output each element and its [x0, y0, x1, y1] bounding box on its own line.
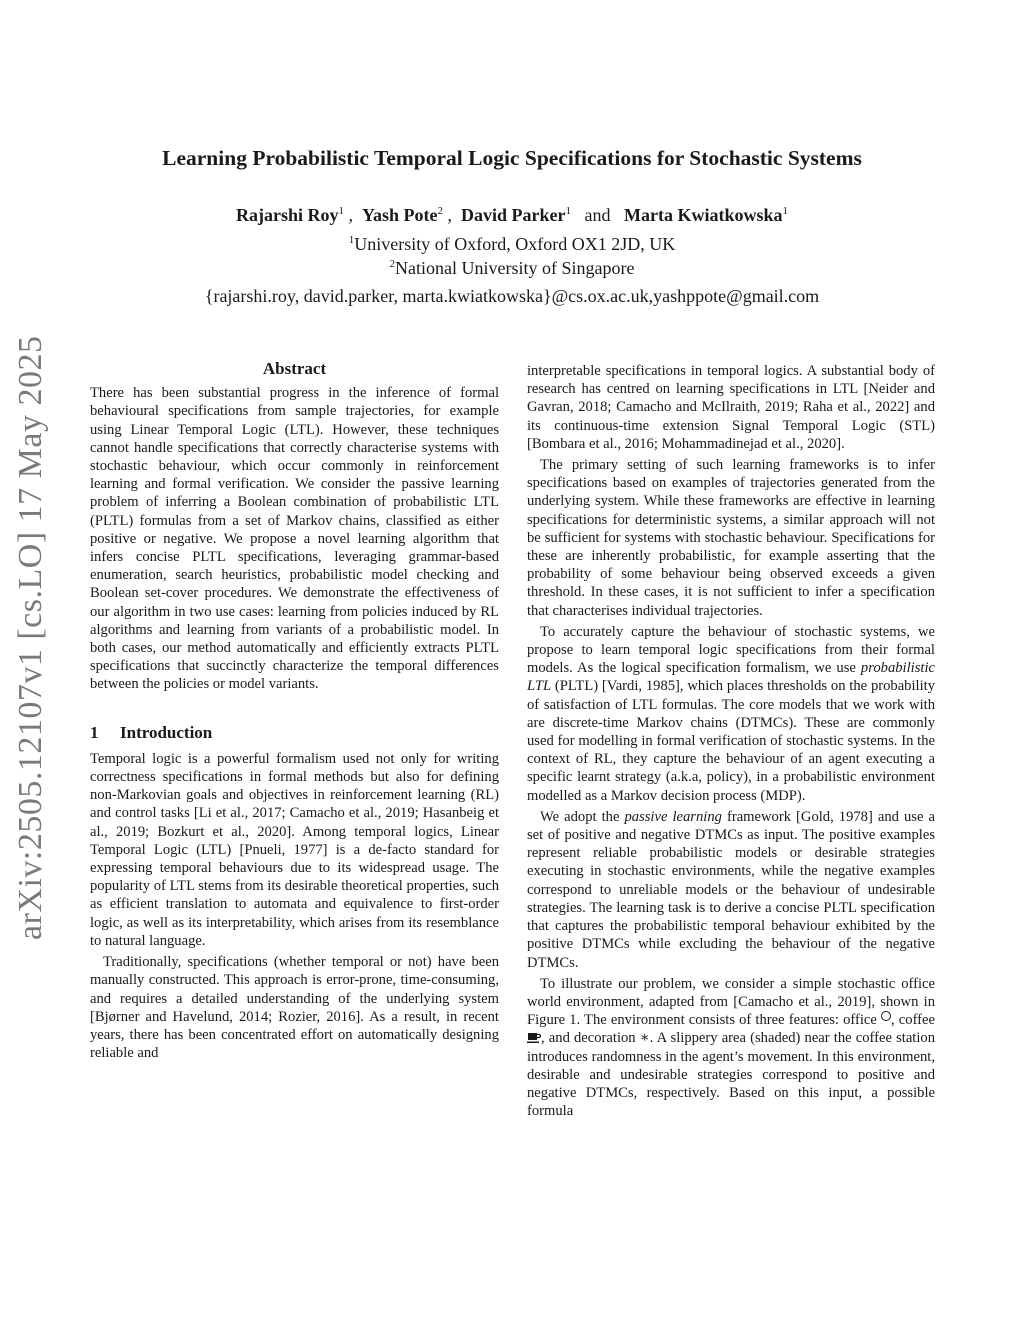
affiliation-mark: 1	[348, 234, 355, 246]
coffee-icon	[527, 1032, 541, 1044]
author-name: Rajarshi Roy	[236, 205, 339, 225]
affiliation-1	[0, 234, 1024, 255]
left-column	[90, 360, 499, 1062]
intro-paragraph-5	[527, 623, 935, 805]
intro-paragraph-1: Temporal logic is a powerful formalism used not only for writing correctness specifications in formal methods but also for defining non-Markovian goals and objectives in reinforcement learning (RL) and control tasks [Li et al., 2017; Camacho et al., 2019; Hasanbeig et al., 2019; Bozkurt et al., 2020]. Among temporal logics, Linear Temporal Logic (LTL) [Pnueli, 1977] is a de-facto standard for expressing temporal behaviours due to its widespread usage. The popularity of LTL stems from its desirable theoretical properties, such as efficient translation to automata and equivalence to first-order logic, as well as its interpretability, which arises from its resemblance to natural language.	[90, 750, 499, 949]
section-number: 1	[90, 722, 99, 742]
author-affil-mark: 1	[565, 205, 571, 217]
section-heading	[90, 724, 499, 742]
author-list	[0, 205, 1024, 226]
paragraph-text: We adopt the	[540, 808, 620, 825]
paragraph-text: To illustrate our problem, we consider a simple stochastic office world environment, adapted from [Camacho et al., 2019], shown in Figure 1. The environment consists of three features: office	[527, 975, 935, 1029]
abstract-heading: Abstract	[262, 359, 327, 378]
author-emails: {rajarshi.roy, david.parker, marta.kwiatkowska}@cs.ox.ac.uk,yashppote@gmail.com	[204, 286, 820, 306]
emphasis-text: passive learning	[624, 808, 722, 825]
affiliation-mark: 2	[389, 258, 396, 270]
author-affil-mark: 1	[782, 205, 788, 217]
abstract-text: There has been substantial progress in the inference of formal behavioural specifications from sample trajectories, for example using Linear Temporal Logic (LTL). However, these techniques cannot handle specifications that correctly characterise systems with stochastic behaviour, which occur commonly in reinforcement learning and formal verification. We consider the passive learning problem of inferring a Boolean combination of probabilistic LTL (PLTL) formulas from a set of Markov chains, classified as either positive or negative. We propose a novel learning algorithm that infers concise PLTL specifications, leveraging grammar-based enumeration, search heuristics, probabilistic model checking and Boolean set-cover procedures. We demonstrate the effectiveness of our algorithm in two use cases: learning from policies induced by RL algorithms and learning from variants of a probabilistic model. In both cases, our method automatically and efficiently extracts PLTL specifications that succinctly characterize the temporal differences between the policies or model variants.	[90, 385, 499, 693]
paragraph-text: , and decoration ∗. A slippery area (shaded) near the coffee station introduces randomness in the agent’s movement. In this environment, desirable and undesirable strategies correspond to positive and negative DTMCs, respectively. Based on this input, a possible formula	[527, 1030, 935, 1120]
paragraph-text: (PLTL) [Vardi, 1985], which places thresholds on the probability of satisfaction of LTL formulas. The core models that we work with are discrete-time Markov chains (DTMCs). These are commonly used for modelling in formal verification of stochastic systems. In the context of RL, they capture the behaviour of an agent executing a specific learnt strategy (a.k.a, policy), in a probabilistic environment modelled as a Markov decision process (MDP).	[527, 678, 935, 804]
intro-paragraph-3: interpretable specifications in temporal logics. A substantial body of research has centred on learning specifications in LTL [Neider and Gavran, 2018; Camacho and McIlraith, 2019; Raha et al., 2022] and its continuous-time extension Signal Temporal Logic (STL) [Bombara et al., 2016; Mohammadinejad et al., 2020].	[527, 363, 935, 452]
intro-paragraph-6	[527, 808, 935, 972]
affiliation-text: University of Oxford, Oxford OX1 2JD, UK	[354, 234, 676, 254]
intro-paragraph-4: The primary setting of such learning frameworks is to infer specifications based on examples of trajectories generated from the underlying system. While these frameworks are effective in learning specifications for deterministic systems, a similar approach will not be sufficient for systems with stochastic behaviour. Specifications for these are inherently probabilistic, for example asserting that the probability of some behaviour being observed exceeds a given threshold. In these cases, it is not sufficient to infer a specification that characterises individual trajectories.	[527, 457, 935, 619]
office-icon	[881, 1011, 891, 1021]
author-name: David Parker	[461, 205, 566, 225]
affiliation-text: National University of Singapore	[395, 258, 635, 278]
intro-paragraph-2: Traditionally, specifications (whether temporal or not) have been manually constructed. This approach is error-prone, time-consuming, and requires a detailed understanding of the underlying system [Bjørner and Havelund, 2014; Rozier, 2016]. As a result, in recent years, there has been concentrated effort on automatically designing reliable and	[90, 954, 499, 1062]
affiliation-2	[0, 258, 1024, 279]
paragraph-text: , coffee	[891, 1012, 935, 1029]
author-affil-mark: 1	[338, 205, 344, 217]
intro-paragraph-7	[527, 975, 935, 1121]
author-separator: ,	[348, 205, 353, 225]
right-column	[527, 362, 935, 1120]
author-affil-mark: 2	[437, 205, 443, 217]
author-name: Marta Kwiatkowska	[623, 205, 783, 225]
emphasis-text: probabilistic LTL	[527, 660, 935, 695]
paragraph-text: To accurately capture the behaviour of stochastic systems, we propose to learn temporal logic specifications from their formal models. As the logical specification formalism, we use	[527, 623, 935, 677]
author-separator: ,	[447, 205, 452, 225]
paragraph-text: framework [Gold, 1978] and use a set of positive and negative DTMCs as input. The positive examples represent reliable probabilistic models or desirable strategies executing in stochastic environments, while the negative examples correspond to unreliable models or the behaviour of undesirable strategies. The learning task is to derive a concise PLTL specification that captures the probabilistic temporal behaviour exhibited by the positive DTMCs while excluding the behaviour of the negative DTMCs.	[527, 808, 935, 971]
arxiv-identifier: arXiv:2505.12107v1 [cs.LO] 17 May 2025	[12, 335, 49, 940]
section-title: Introduction	[120, 722, 213, 742]
paper-title: Learning Probabilistic Temporal Logic Specifications for Stochastic Systems	[162, 146, 862, 170]
author-name: Yash Pote	[362, 205, 438, 225]
author-and: and	[584, 205, 611, 225]
